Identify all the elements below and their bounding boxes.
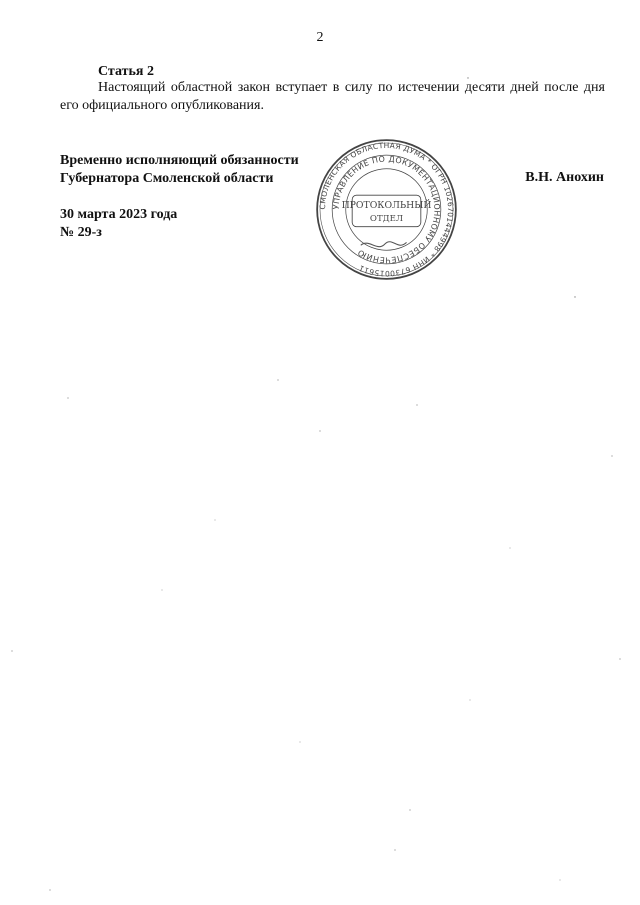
article-title: Статья 2: [98, 64, 154, 79]
signatory-position: [60, 152, 299, 188]
signatory-name: В.Н. Анохин: [525, 170, 604, 185]
seal-outer-text: СМОЛЕНСКАЯ ОБЛАСТНАЯ ДУМА * ОГРН 1026701444998 * ИНН 6730015611: [317, 141, 455, 279]
law-details: [60, 206, 177, 242]
page-number: 2: [316, 30, 324, 45]
seal-graphic: [315, 138, 458, 281]
seal-center-line2: ОТДЕЛ: [369, 213, 404, 224]
seal-inner-text: УПРАВЛЕНИЕ ПО ДОКУМЕНТАЦИОННОМУ ОБЕСПЕЧЕНИЮ: [331, 154, 442, 265]
official-seal: [315, 138, 458, 281]
seal-center-line1: ПРОТОКОЛЬНЫЙ: [341, 200, 432, 212]
law-date: 30 марта 2023 года: [60, 207, 178, 222]
law-number: № 29-з: [60, 225, 102, 240]
article-text: Настоящий областной закон вступает в силу по истечении десяти дней после дня его официального опубликования.: [60, 80, 605, 113]
signatory-position-line2: Губернатора Смоленской области: [60, 171, 274, 186]
signatory-position-line1: Временно исполняющий обязанности: [60, 153, 299, 168]
